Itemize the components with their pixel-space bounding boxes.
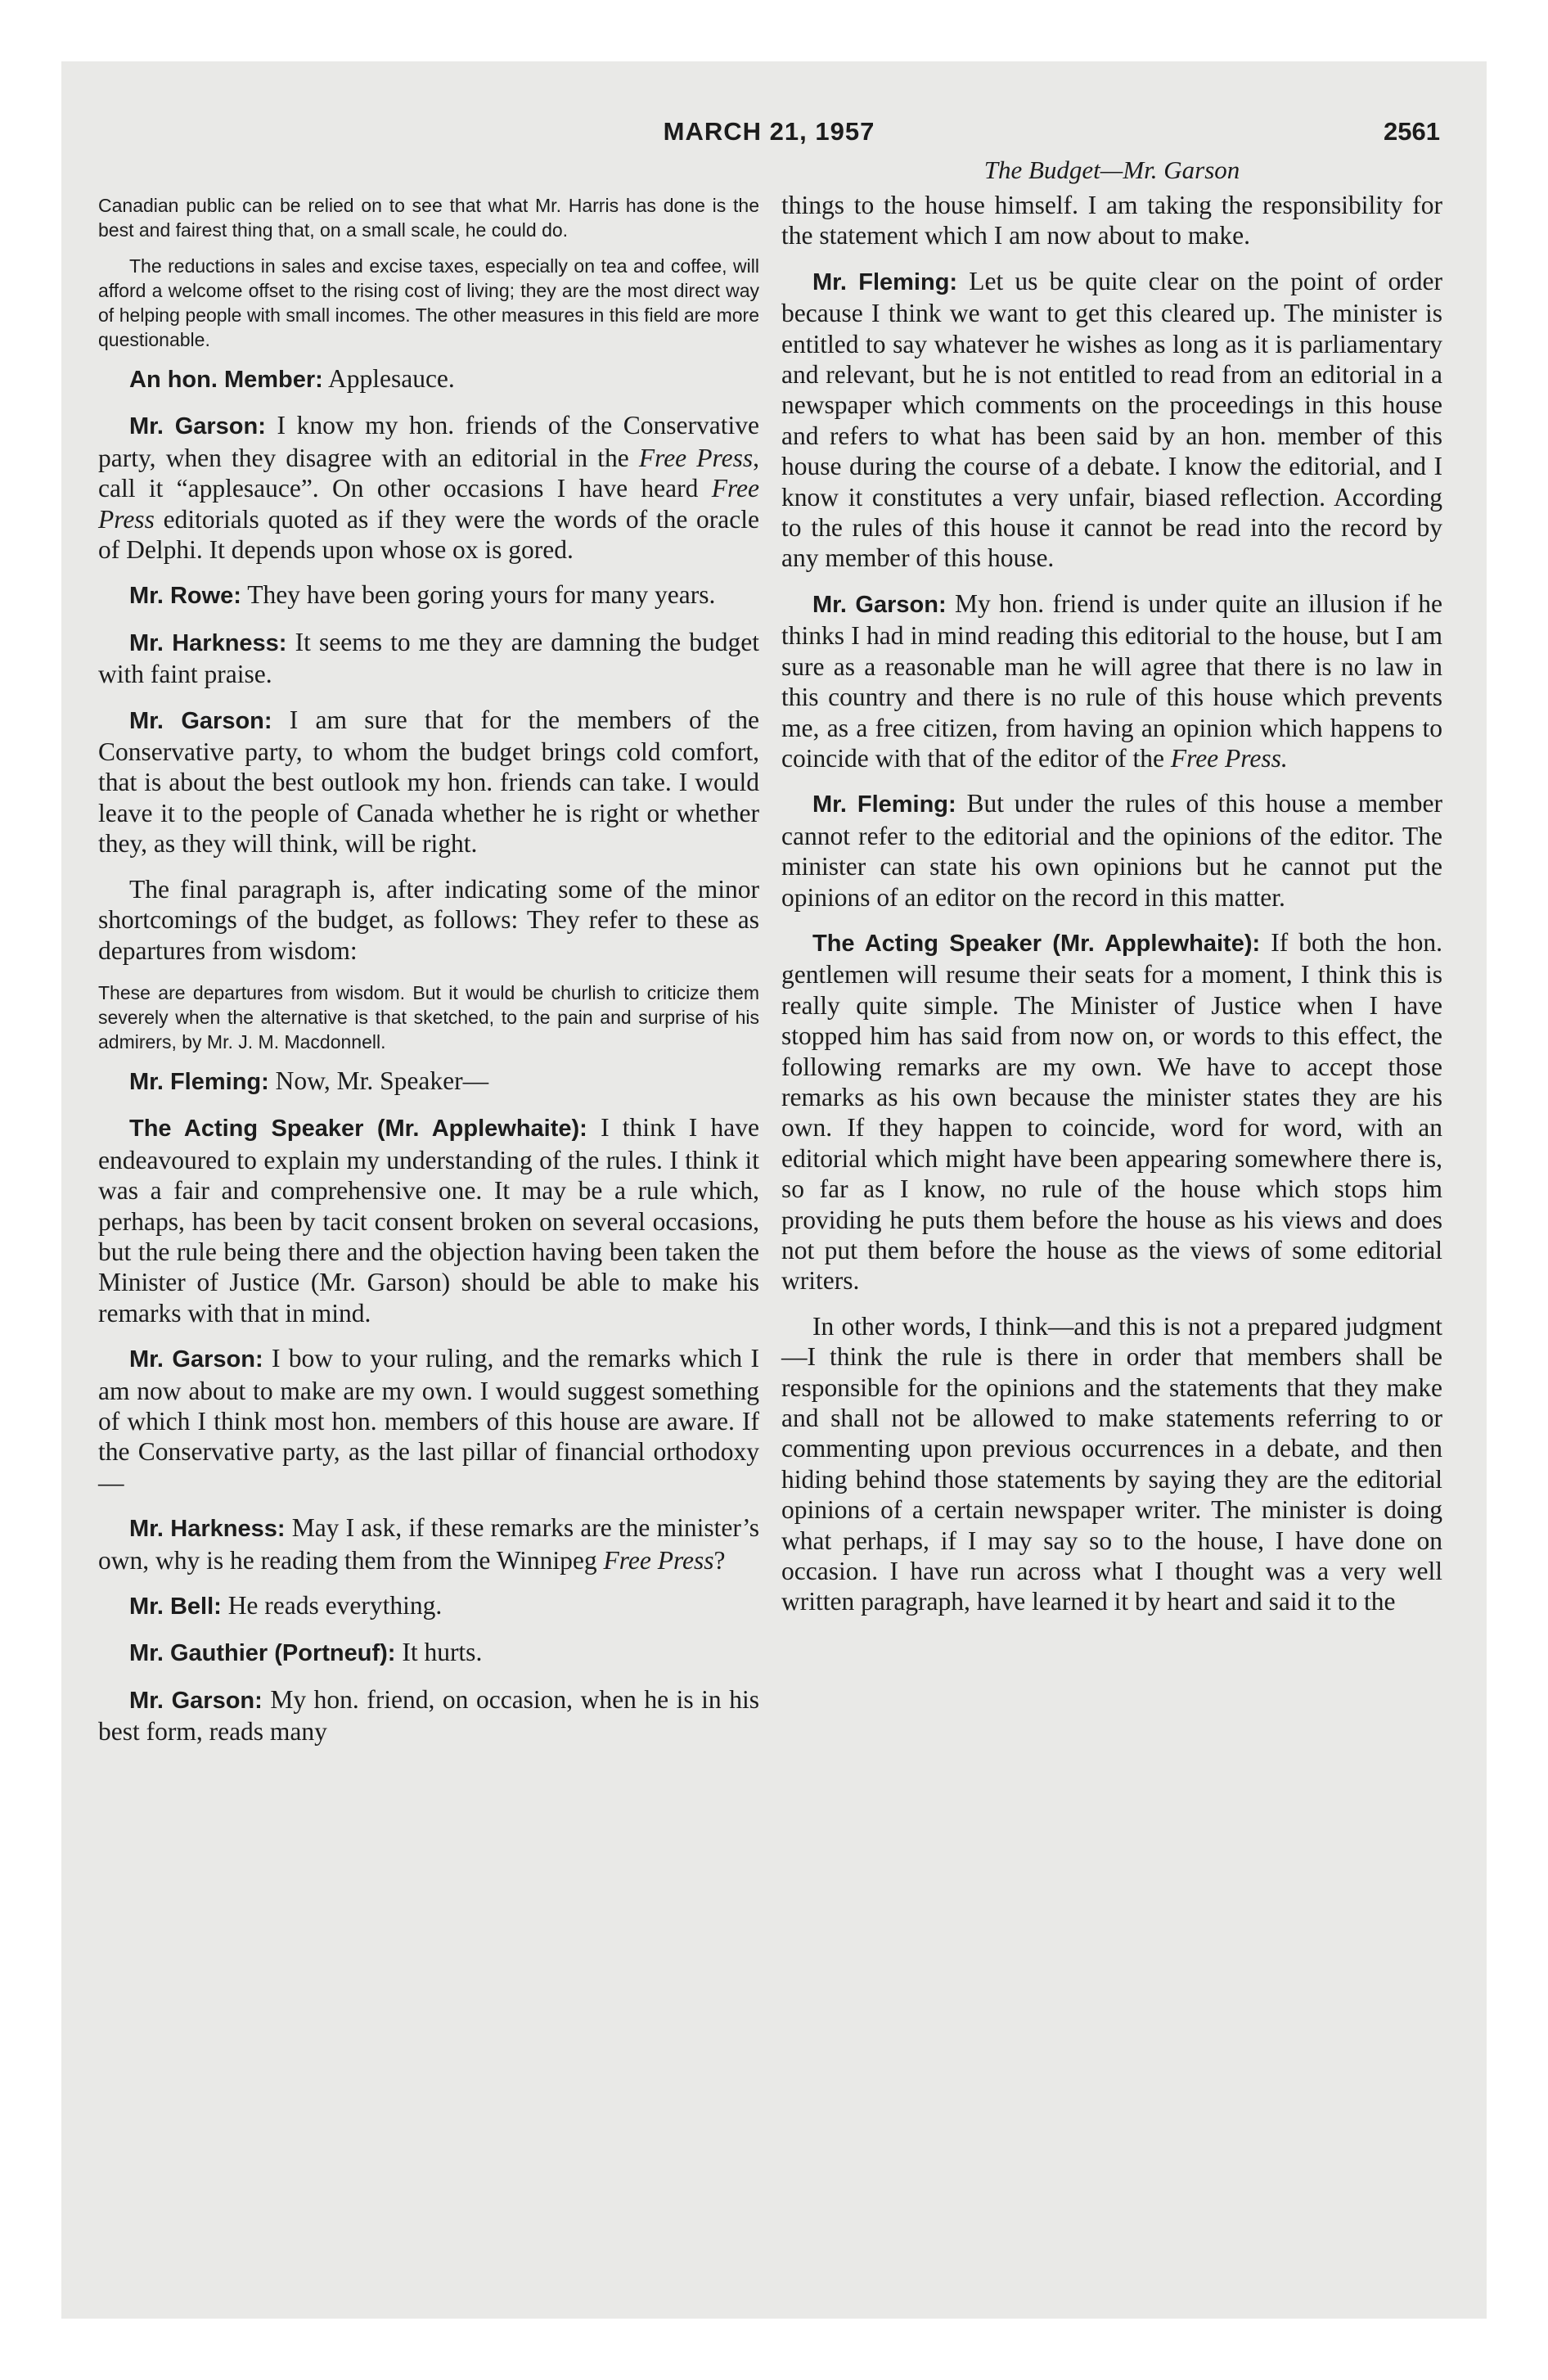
italic-title: Free Press: [638, 443, 754, 472]
speech-text: It hurts.: [395, 1638, 483, 1667]
speech-paragraph: [98, 410, 759, 565]
speech-text: May I ask, if these remarks are the minister’s own, why is he reading them from the Winnipeg: [98, 1513, 759, 1575]
speaker-name: Mr. Gauthier (Portneuf):: [129, 1640, 396, 1667]
speaker-name: Mr. Garson:: [129, 1346, 263, 1373]
speaker-name: Mr. Garson:: [812, 591, 947, 618]
page-date: MARCH 21, 1957: [663, 117, 875, 146]
left-column: [98, 193, 759, 1762]
speech-paragraph: [98, 627, 759, 690]
speech-text: I know my hon. friends of the Conservative party, when they disagree with an editorial in the: [98, 411, 759, 472]
speech-paragraph: things to the house himself. I am taking the responsibility for the statement which I am now about to make.: [781, 191, 1442, 250]
speaker-name: Mr. Garson:: [129, 1687, 263, 1714]
speaker-name: Mr. Fleming:: [129, 1068, 269, 1095]
speaker-name: Mr. Harkness:: [129, 1516, 286, 1543]
speech-paragraph: [98, 1512, 759, 1575]
italic-title: Free Press: [603, 1545, 714, 1575]
speech-text: My hon. friend, on occasion, when he is in his best form, reads many: [98, 1684, 759, 1747]
quoted-editorial-paragraph: The reductions in sales and excise taxes, especially on tea and coffee, will afford a welcome offset to the rising cost of living; they are the most direct way of helping people with small incomes. The other measures in this field are more questionable.: [98, 255, 759, 350]
speech-paragraph: The final paragraph is, after indicating some of the minor shortcomings of the budget, as follows: They refer to these as departures from wisdom:: [98, 874, 759, 965]
speech-text: I am sure that for the members of the Conservative party, to whom the budget brings cold comfort, that is about the best outlook my hon. friends can take. I would leave it to the people of Canada whether he is right or whether they, as they will think, will be right.: [98, 705, 759, 859]
speech-paragraph: [781, 266, 1442, 574]
speech-text: I bow to your ruling, and the remarks which I am now about to make are my own. I would suggest something of which I think most hon. members of this house are aware. If the Conservative party, as the last pillar of financial orthodoxy—: [98, 1344, 759, 1497]
speech-text: My hon. friend is under quite an illusion if he thinks I had in mind reading this editorial to the house, but I am sure as a reasonable man he will agree that there is no law in this country and there is no rule of this house which prevents me, as a free citizen, from having an opinion which happens to coincide with that of the editor of the: [781, 588, 1442, 773]
speech-paragraph: [98, 579, 759, 611]
speaker-name: The Acting Speaker (Mr. Applewhaite):: [812, 930, 1261, 957]
speech-paragraph: [98, 1066, 759, 1098]
speaker-name: An hon. Member:: [129, 367, 323, 393]
speech-text: It seems to me they are damning the budget with faint praise.: [98, 627, 760, 689]
running-head: The Budget—Mr. Garson: [983, 156, 1240, 184]
speech-paragraph: [98, 1343, 759, 1498]
speaker-name: Mr. Fleming:: [812, 791, 956, 818]
speaker-name: Mr. Bell:: [129, 1593, 222, 1620]
speaker-name: Mr. Garson:: [129, 707, 272, 734]
speech-text: ?: [713, 1545, 726, 1575]
speech-paragraph: [781, 788, 1442, 913]
speaker-name: Mr. Harkness:: [129, 629, 287, 656]
speaker-name: Mr. Rowe:: [129, 583, 241, 610]
right-column: [781, 154, 1442, 1632]
speech-text: editorials quoted as if they were the words of the oracle of Delphi. It depends upon whose ox is gored.: [98, 504, 759, 565]
speech-text: , call it “applesauce”. On other occasions I have heard: [98, 443, 759, 503]
quoted-editorial-paragraph: Canadian public can be relied on to see that what Mr. Harris has done is the best and fairest thing that, on a small scale, he could do.: [98, 195, 759, 241]
speech-paragraph: [98, 1684, 759, 1747]
speech-text: He reads everything.: [221, 1591, 443, 1620]
speech-paragraph: [781, 588, 1442, 773]
speech-text: Applesauce.: [322, 364, 455, 393]
speech-text: But under the rules of this house a member cannot refer to the editorial and the opinions of the editor. The minister can state his own opinions but he cannot put the opinions of an editor on the record in this matter.: [781, 789, 1442, 912]
speech-text: If both the hon. gentlemen will resume their seats for a moment, I think this is really quite simple. The Minister of Justice when I have stopped him has said from now on, or words to this effect, the following remarks are my own. We have to accept those remarks as his own because the minister states they are his own. If they happen to coincide, word for word, with an editorial which might have been appearing somewhere there is, so far as I know, no rule of the house which stops him providing he puts them before the house as his views and does not put them before the house as the views of some editorial writers.: [781, 927, 1442, 1296]
speaker-name: The Acting Speaker (Mr. Applewhaite):: [129, 1116, 587, 1143]
speech-paragraph: [98, 705, 759, 859]
speech-text: I think I have endeavoured to explain my understanding of the rules. I think it was a fair and comprehensive one. It may be a rule which, perhaps, has been by tacit consent broken on several occasions, but the rule being there and the objection having been taken the Minister of Justice (Mr. Garson) should be able to make his remarks with that in mind.: [98, 1113, 759, 1327]
speech-text: Now, Mr. Speaker—: [268, 1066, 489, 1095]
speech-text: Let us be quite clear on the point of order because I think we want to get this cleared up. The minister is entitled to say whatever he wishes as long as it is parliamentary and relevant, but he is not entitled to read from an editorial in a newspaper which comments on the proceedings in this house and refers to what has been said by an hon. member of this house during the course of a debate. I know the editorial, and I know it constitutes a very unfair, biased reflection. According to the rules of this house it cannot be read into the record by any member of this house.: [781, 266, 1442, 573]
quoted-editorial-paragraph: These are departures from wisdom. But it would be churlish to criticize them severely when the alternative is that sketched, to the pain and surprise of his admirers, by Mr. J. M. Macdonnell.: [98, 981, 759, 1053]
speech-paragraph: [98, 363, 759, 395]
italic-title: Free Press: [98, 474, 759, 534]
speech-paragraph: [781, 927, 1442, 1296]
speaker-name: Mr. Fleming:: [812, 268, 958, 295]
speech-text: They have been goring yours for many years.: [241, 580, 716, 610]
speaker-name: Mr. Garson:: [129, 413, 266, 440]
speech-paragraph: [98, 1112, 759, 1328]
speech-paragraph: In other words, I think—and this is not a prepared judgment—I think the rule is there in order that members shall be responsible for the opinions and the statements that they make and shall not be allowed to make statements referring to or commenting upon previous occurrences in a debate, and then hiding behind those statements by saying they are the editorial opinions of a certain newspaper writer. The minister is doing what perhaps, if I may say so to the house, I have done on occasion. I have run across what I thought was a very well written paragraph, have learned it by heart and said it to the: [781, 1311, 1442, 1616]
italic-title: Free Press.: [1170, 743, 1288, 773]
speech-paragraph: [98, 1637, 759, 1669]
page-header: [98, 117, 1440, 153]
speech-paragraph: [98, 1590, 759, 1622]
page-number: 2561: [1384, 117, 1440, 146]
